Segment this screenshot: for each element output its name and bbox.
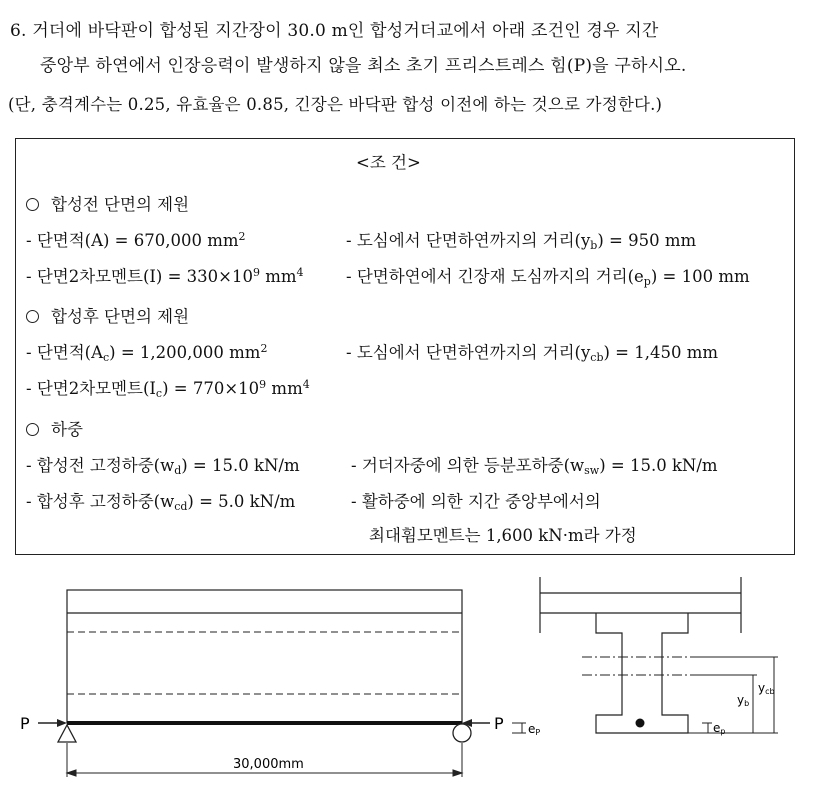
girder-elevation bbox=[67, 590, 462, 723]
post-inertia: - 단면2차모멘트$(I_c) = 770\times 10^9$ $mm^4$ bbox=[26, 378, 310, 400]
load-live-line-2: 최대휨모멘트는 1,600 kN·m라 가정 bbox=[369, 526, 637, 545]
pin-support-icon bbox=[58, 725, 76, 742]
ep-section-label: ep bbox=[713, 721, 726, 736]
problem-line-1: 6. 거더에 바닥판이 합성된 지간장이 30.0 m인 합성거더교에서 아래 조건인 경우 지간 bbox=[10, 21, 659, 41]
left-force-arrow bbox=[20, 714, 67, 733]
conditions-box bbox=[15, 138, 795, 555]
problem-note: (단, 충격계수는 0.25, 유효율은 0.85, 긴장은 바닥판 합성 이전에 하는 것으로 가정한다.) bbox=[8, 95, 663, 114]
pre-yb: - 도심에서 단면하연까지의 거리$(y_b) = 950$ mm bbox=[346, 231, 697, 252]
conditions-title: <조 건> bbox=[356, 153, 421, 172]
load-wcd: - 합성후 고정하중$(w_{cd}) = 5.0$ kN/m bbox=[26, 492, 296, 513]
pre-section-heading: 합성전 단면의 제원 bbox=[26, 191, 189, 215]
pre-area: - 단면적(A) = 670,000 $mm^2$ bbox=[26, 230, 246, 250]
post-section-heading: 합성후 단면의 제원 bbox=[26, 303, 189, 327]
yb-label: yb bbox=[737, 693, 750, 708]
circle-bullet-icon bbox=[26, 310, 39, 323]
girder-figure bbox=[0, 565, 814, 800]
ycb-label: ycb bbox=[758, 681, 775, 696]
circle-bullet-icon bbox=[26, 423, 39, 436]
loads-heading: 하중 bbox=[26, 416, 83, 440]
ep-label: eP bbox=[528, 722, 541, 737]
left-force-label: P bbox=[20, 714, 30, 733]
tendon-icon bbox=[636, 719, 645, 728]
load-wd: - 합성전 고정하중$(w_d) = 15.0$ kN/m bbox=[26, 456, 300, 477]
post-area: - 단면적$(A_c) = 1,200,000$ $mm^2$ bbox=[26, 342, 268, 364]
circle-bullet-icon bbox=[26, 198, 39, 211]
girder-cross-section bbox=[540, 577, 741, 733]
right-force-label: P bbox=[494, 714, 504, 733]
pre-inertia: - 단면2차모멘트$(I) = 330\times 10^9$ $mm^4$ bbox=[26, 266, 304, 286]
post-ycb: - 도심에서 단면하연까지의 거리$(y_{cb}) = 1,450$ mm bbox=[346, 343, 719, 364]
problem-line-2: 중앙부 하연에서 인장응력이 발생하지 않을 최소 초기 프리스트레스 힘(P)을 구하시오. bbox=[40, 56, 687, 76]
load-live-line-1: - 활하중에 의한 지간 중앙부에서의 bbox=[351, 492, 601, 511]
span-label: 30,000mm bbox=[233, 757, 304, 772]
load-wsw: - 거더자중에 의한 등분포하중$(w_{sw}) = 15.0$ kN/m bbox=[351, 456, 718, 477]
roller-support-icon bbox=[453, 724, 471, 742]
ep-dimension-left bbox=[512, 723, 526, 733]
pre-ep: - 단면하연에서 긴장재 도심까지의 거리$(e_p) = 100$ mm bbox=[346, 267, 750, 288]
